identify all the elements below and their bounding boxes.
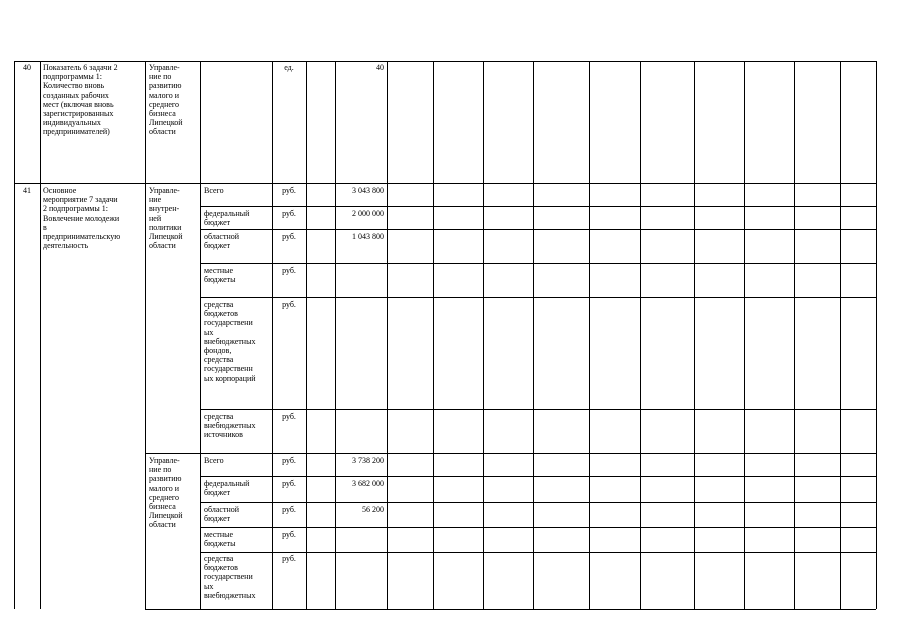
row-40-indicator-name: Показатель 6 задачи 2 подпрограммы 1: Количество вновь созданных рабочих мест (включая вновь зарегистрированных индивидуальных предпринимателей) (43, 63, 118, 137)
source-state-funds-label: средства бюджетов государствени ых внебюджетных фондов, средства государственн ых корпораций (204, 300, 256, 383)
source-regional-value: 1 043 800 (352, 232, 384, 241)
row-41-activity-name: Основное мероприятие 7 задачи 2 подпрограммы 1: Вовлечение молодежи в предпринимательскую деятельность (43, 186, 121, 251)
source-b-federal-label: федеральный бюджет (204, 479, 250, 498)
source-b-total-label: Всего (204, 456, 224, 465)
source-total-label: Всего (204, 186, 224, 195)
source-b-regional-value: 56 200 (362, 505, 384, 514)
source-b-total-unit: руб. (282, 456, 296, 465)
row-40-executor: Управле- ние по развитию малого и среднего бизнеса Липецкой области (149, 63, 183, 137)
source-state-funds-unit: руб. (282, 300, 296, 309)
source-total-value: 3 043 800 (352, 186, 384, 195)
source-federal-unit: руб. (282, 209, 296, 218)
row-41-number: 41 (23, 186, 31, 195)
source-regional-unit: руб. (282, 232, 296, 241)
source-b-federal-value: 3 682 000 (352, 479, 384, 488)
source-federal-label: федеральный бюджет (204, 209, 250, 228)
source-b-federal-unit: руб. (282, 479, 296, 488)
source-b-regional-label: областной бюджет (204, 505, 240, 524)
row-40-value: 40 (376, 63, 384, 72)
source-regional-label: областной бюджет (204, 232, 240, 251)
row-41-executor-internal-policy: Управле- ние внутрен- ней политики Липецкой области (149, 186, 183, 251)
row-40-unit: ед. (284, 63, 294, 72)
source-total-unit: руб. (282, 186, 296, 195)
row-40-number: 40 (23, 63, 31, 72)
source-federal-value: 2 000 000 (352, 209, 384, 218)
source-b-state-funds-unit: руб. (282, 554, 296, 563)
source-b-state-funds-label: средства бюджетов государствени ых внебюджетных (204, 554, 256, 600)
source-local-unit: руб. (282, 266, 296, 275)
source-b-regional-unit: руб. (282, 505, 296, 514)
row-41-executor-small-business: Управле- ние по развитию малого и среднего бизнеса Липецкой области (149, 456, 183, 530)
source-local-label: местные бюджеты (204, 266, 236, 285)
source-extrabudgetary-label: средства внебюджетных источников (204, 412, 256, 440)
source-extrabudgetary-unit: руб. (282, 412, 296, 421)
source-b-local-label: местные бюджеты (204, 530, 236, 549)
source-b-local-unit: руб. (282, 530, 296, 539)
source-b-total-value: 3 738 200 (352, 456, 384, 465)
